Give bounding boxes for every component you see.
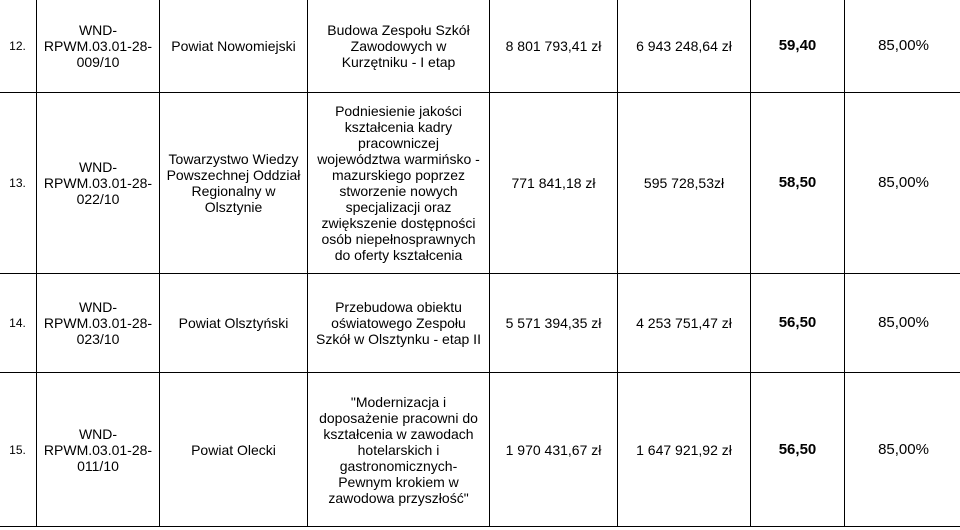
row-number: 13. bbox=[0, 93, 37, 274]
row-number: 12. bbox=[0, 0, 37, 93]
project-title: Budowa Zespołu Szkół Zawodowych w Kurzętniku - I etap bbox=[308, 0, 490, 93]
table-row bbox=[0, 93, 960, 274]
beneficiary: Powiat Olecki bbox=[160, 373, 308, 527]
eligible-cost: 1 647 921,92 zł bbox=[618, 373, 751, 527]
eligible-cost: 4 253 751,47 zł bbox=[618, 274, 751, 373]
co-financing-rate: 85,00% bbox=[845, 93, 960, 274]
score: 56,50 bbox=[751, 373, 845, 527]
project-title: Podniesienie jakości kształcenia kadry pracowniczej województwa warmińsko - mazurskiego poprzez stworzenie nowych specjalizacji oraz zwiększenie dostępności osób niepełnosprawnych do oferty kształcenia bbox=[308, 93, 490, 274]
co-financing-rate: 85,00% bbox=[845, 0, 960, 93]
table-row bbox=[0, 274, 960, 373]
total-value: 5 571 394,35 zł bbox=[490, 274, 618, 373]
application-number: WND- RPWM.03.01-28- 022/10 bbox=[37, 93, 160, 274]
beneficiary: Powiat Nowomiejski bbox=[160, 0, 308, 93]
row-number: 14. bbox=[0, 274, 37, 373]
application-number: WND- RPWM.03.01-28- 011/10 bbox=[37, 373, 160, 527]
co-financing-rate: 85,00% bbox=[845, 274, 960, 373]
application-number: WND- RPWM.03.01-28- 009/10 bbox=[37, 0, 160, 93]
beneficiary: Towarzystwo Wiedzy Powszechnej Oddział Regionalny w Olsztynie bbox=[160, 93, 308, 274]
total-value: 1 970 431,67 zł bbox=[490, 373, 618, 527]
eligible-cost: 595 728,53zł bbox=[618, 93, 751, 274]
project-title: "Modernizacja i doposażenie pracowni do kształcenia w zawodach hotelarskich i gastronomicznych- Pewnym krokiem w zawodowa przyszłość" bbox=[308, 373, 490, 527]
score: 56,50 bbox=[751, 274, 845, 373]
row-number: 15. bbox=[0, 373, 37, 527]
score: 58,50 bbox=[751, 93, 845, 274]
score: 59,40 bbox=[751, 0, 845, 93]
eligible-cost: 6 943 248,64 zł bbox=[618, 0, 751, 93]
table-row bbox=[0, 0, 960, 93]
table-row bbox=[0, 373, 960, 527]
beneficiary: Powiat Olsztyński bbox=[160, 274, 308, 373]
total-value: 8 801 793,41 zł bbox=[490, 0, 618, 93]
application-number: WND- RPWM.03.01-28- 023/10 bbox=[37, 274, 160, 373]
total-value: 771 841,18 zł bbox=[490, 93, 618, 274]
co-financing-rate: 85,00% bbox=[845, 373, 960, 527]
project-title: Przebudowa obiektu oświatowego Zespołu Szkół w Olsztynku - etap II bbox=[308, 274, 490, 373]
